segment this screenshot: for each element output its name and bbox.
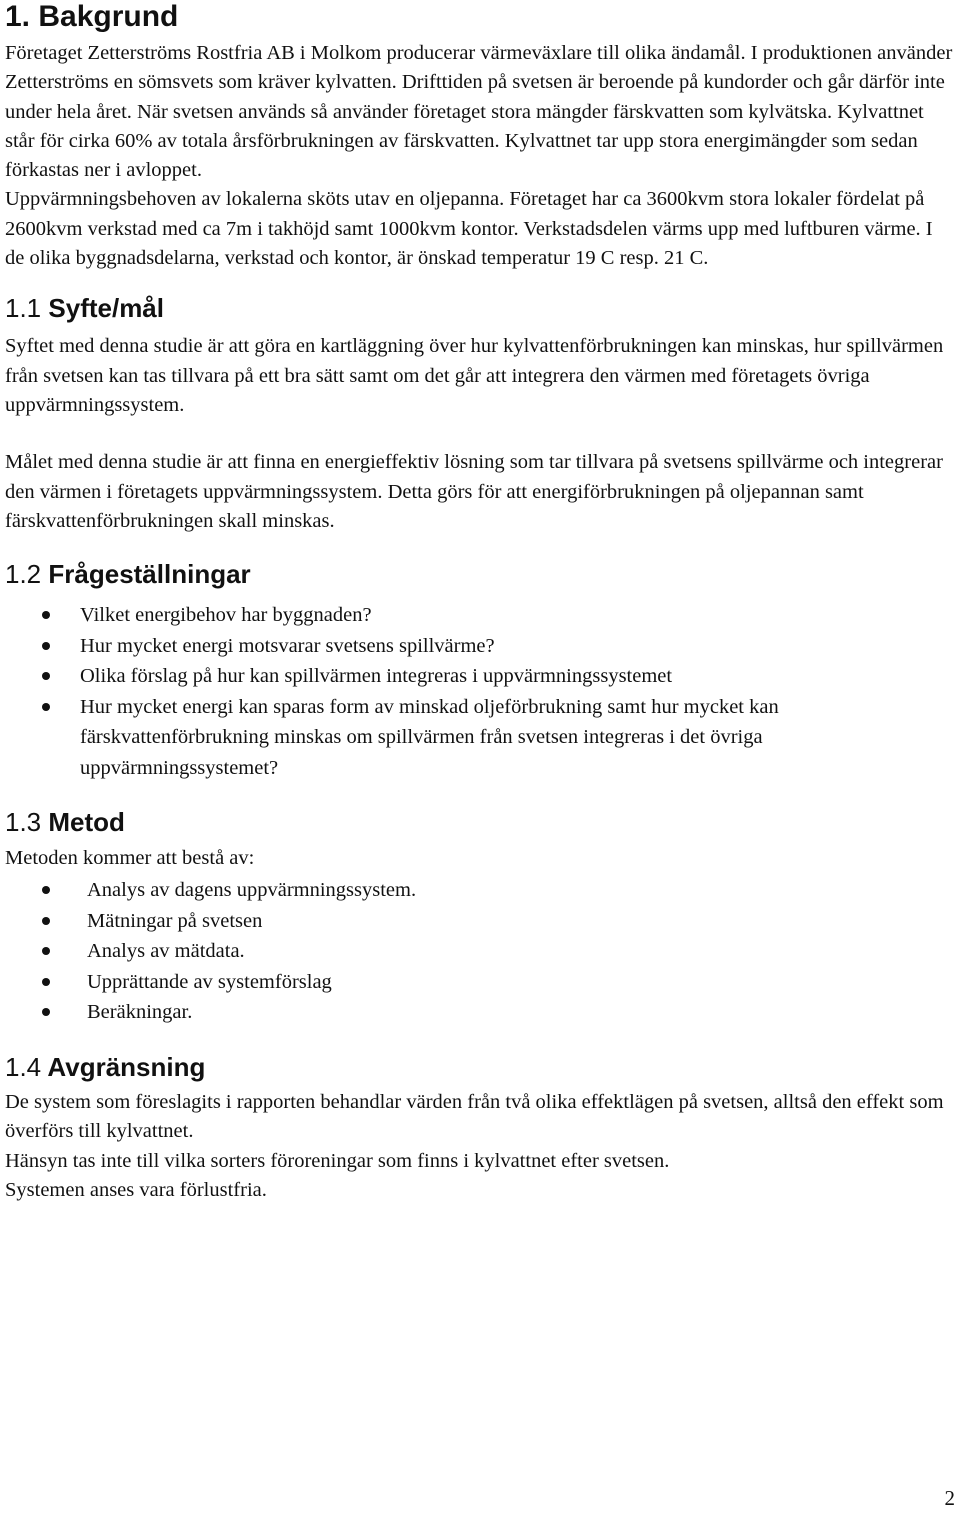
bullet-icon xyxy=(42,947,50,955)
list-item-text: Olika förslag på hur kan spillvärmen integreras i uppvärmningssystemet xyxy=(80,665,673,688)
section-title: Frågeställningar xyxy=(48,559,251,590)
bullet-icon xyxy=(42,703,50,711)
bakgrund-paragraph-2: Uppvärmningsbehoven av lokalerna sköts utav en oljepanna. Företaget har ca 3600kvm stora lokaler fördelat på 2600kvm verkstad med ca 7m i takhöjd samt 1000kvm kontor. Verkstadsdelen värms upp med luftburen värme. I de olika byggnadsdelarna, verkstad och kontor, är önskad temperatur 19 C resp. 21 C. xyxy=(5,188,933,270)
bakgrund-paragraph-1: Företaget Zetterströms Rostfria AB i Molkom producerar värmeväxlare till olika ändamål. I produktionen använder Zetterströms en sömsvets som kräver kylvatten. Drifttiden på svetsen är beroende på kundorder och går därför inte under hela året. När svetsen används så använder företaget stora mängder färskvatten som kylvätska. Kylvattnet står för cirka 60% av totala årsförbrukningen av färskvatten. Kylvattnet tar upp stora energimängder som sedan förkastas ner i avloppet. xyxy=(5,42,953,182)
list-item-text: Mätningar på svetsen xyxy=(87,909,263,932)
list-item-text: Analys av dagens uppvärmningssystem. xyxy=(87,879,417,902)
section-number: 1.2 xyxy=(5,559,42,590)
bullet-icon xyxy=(42,611,50,619)
metod-intro: Metoden kommer att bestå av: xyxy=(5,847,255,870)
list-item-text: Hur mycket energi kan sparas form av minskad oljeförbrukning samt hur mycket kan färskvattenförbrukning minskas om spillvärmen från svetsen integreras i det övriga uppvärmningssystemet? xyxy=(80,695,779,779)
section-title: Metod xyxy=(48,807,125,838)
list-item-text: Vilket energibehov har byggnaden? xyxy=(80,604,372,627)
bullet-icon xyxy=(42,886,50,894)
list-item xyxy=(5,906,953,937)
list-item xyxy=(5,631,953,662)
section-heading-bakgrund: 1. Bakgrund xyxy=(5,0,179,33)
list-item-text: Upprättande av systemförslag xyxy=(87,970,332,993)
question-list xyxy=(5,600,953,783)
bullet-icon xyxy=(42,917,50,925)
list-item-text: Analys av mätdata. xyxy=(87,940,245,963)
document-page xyxy=(5,0,953,1205)
avgransning-line-3: Systemen anses vara förlustfria. xyxy=(5,1178,267,1201)
page-number: 2 xyxy=(944,1486,955,1510)
mal-paragraph: Målet med denna studie är att finna en energieffektiv lösning som tar tillvara på svetsens spillvärme och integrerar den värmen i företagets uppvärmningssystem. Detta görs för att energiförbrukningen på oljepannan samt färskvattenförbrukningen skall minskas. xyxy=(5,451,943,532)
section-title: Avgränsning xyxy=(47,1051,206,1082)
list-item xyxy=(5,600,953,631)
list-item xyxy=(5,692,953,784)
section-heading-metod xyxy=(5,807,953,837)
section-number: 1.1 xyxy=(5,293,42,324)
avgransning-line-2: Hänsyn tas inte till vilka sorters föroreningar som finns i kylvattnet efter svetsen. xyxy=(5,1149,670,1172)
section-number: 1.4 xyxy=(5,1051,42,1082)
section-number: 1.3 xyxy=(5,807,42,838)
section-heading-syfte xyxy=(5,293,953,323)
bullet-icon xyxy=(42,672,50,680)
list-item xyxy=(5,997,953,1028)
list-item xyxy=(5,875,953,906)
bullet-icon xyxy=(42,978,50,986)
list-item xyxy=(5,936,953,967)
list-item xyxy=(5,967,953,998)
section-heading-fragestallningar xyxy=(5,559,953,589)
syfte-paragraph: Syftet med denna studie är att göra en kartläggning över hur kylvattenförbrukningen kan minskas, hur spillvärmen från svetsen kan tas tillvara på ett bra sätt samt om det går att integrera den värmen med företagets övriga uppvärmningssystem. xyxy=(5,335,944,416)
method-list xyxy=(5,875,953,1028)
section-heading-avgransning xyxy=(5,1052,953,1082)
list-item xyxy=(5,661,953,692)
section-title: Syfte/mål xyxy=(48,293,164,324)
bullet-icon xyxy=(42,642,50,650)
avgransning-line-1: De system som föreslagits i rapporten behandlar värden från två olika effektlägen på svetsen, alltså den effekt som överförs till kylvattnet. xyxy=(5,1090,944,1143)
list-item-text: Hur mycket energi motsvarar svetsens spillvärme? xyxy=(80,634,495,657)
list-item-text: Beräkningar. xyxy=(87,1001,193,1024)
bullet-icon xyxy=(42,1008,50,1016)
